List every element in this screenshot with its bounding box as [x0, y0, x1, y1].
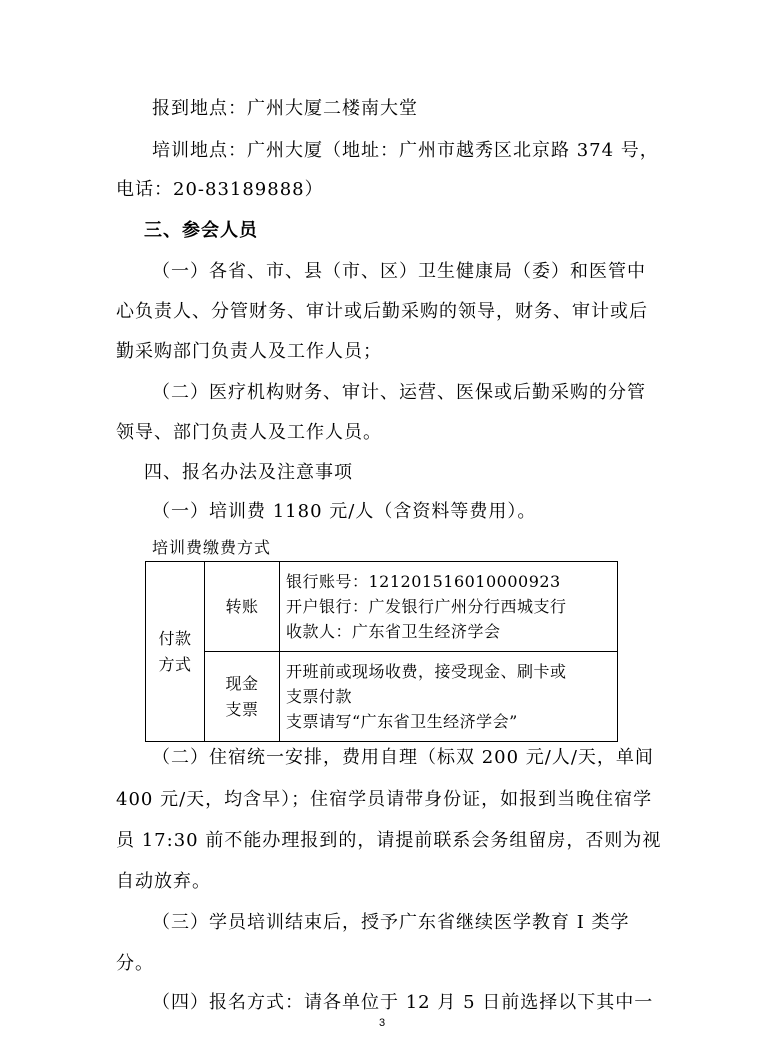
- accommodation-line-3: 员 17:30 前不能办理报到的，请提前联系会务组留房，否则为视: [116, 830, 662, 851]
- table-row: [146, 562, 618, 652]
- training-phone: 电话：20-83189888）: [116, 179, 324, 200]
- table-row: [146, 652, 618, 742]
- method-cash-check: 现金 支票: [205, 652, 280, 742]
- attendees-item-1-line-1: （一）各省、市、县（市、区）卫生健康局（委）和医管中: [152, 261, 646, 282]
- training-fee: （一）培训费 1180 元/人（含资料等费用）。: [152, 501, 537, 522]
- accommodation-line-2: 400 元/天，均含早）；住宿学员请带身份证，如报到当晚住宿学: [116, 789, 653, 810]
- table-caption: 培训费缴费方式: [152, 538, 272, 557]
- section-heading-attendees: 三、参会人员: [144, 220, 258, 241]
- payment-method-header: 付款 方式: [146, 562, 205, 742]
- credits-line-1: （三）学员培训结束后，授予广东省继续医学教育 Ⅰ 类学: [152, 912, 630, 933]
- section-heading-registration: 四、报名办法及注意事项: [144, 462, 353, 483]
- attendees-item-1-line-3: 勤采购部门负责人及工作人员；: [116, 341, 382, 362]
- report-location: 报到地点：广州大厦二楼南大堂: [152, 98, 418, 119]
- attendees-item-2-line-2: 领导、部门负责人及工作人员。: [116, 422, 382, 443]
- training-location: 培训地点：广州大厦（地址：广州市越秀区北京路 374 号，: [152, 140, 659, 161]
- transfer-details: [280, 562, 618, 652]
- method-transfer: 转账: [205, 562, 280, 652]
- registration-method: （四）报名方式：请各单位于 12 月 5 日前选择以下其中一: [152, 992, 654, 1013]
- bank-name: 开户银行：广发银行广州分行西城支行: [286, 597, 567, 616]
- payee: 收款人：广东省卫生经济学会: [286, 622, 501, 641]
- attendees-item-2-line-1: （二）医疗机构财务、审计、运营、医保或后勤采购的分管: [152, 382, 646, 403]
- payment-table: [145, 561, 618, 742]
- page-number: 3: [378, 1017, 386, 1029]
- accommodation-line-1: （二）住宿统一安排，费用自理（标双 200 元/人/天，单间: [152, 747, 654, 768]
- cash-check-details: 开班前或现场收费，接受现金、刷卡或 支票付款 支票请写“广东省卫生经济学会”: [280, 652, 618, 742]
- accommodation-line-4: 自动放弃。: [116, 871, 211, 892]
- attendees-item-1-line-2: 心负责人、分管财务、审计或后勤采购的领导，财务、审计或后: [116, 301, 648, 322]
- credits-line-2: 分。: [116, 953, 154, 974]
- bank-account: 银行账号：121201516010000923: [286, 572, 561, 591]
